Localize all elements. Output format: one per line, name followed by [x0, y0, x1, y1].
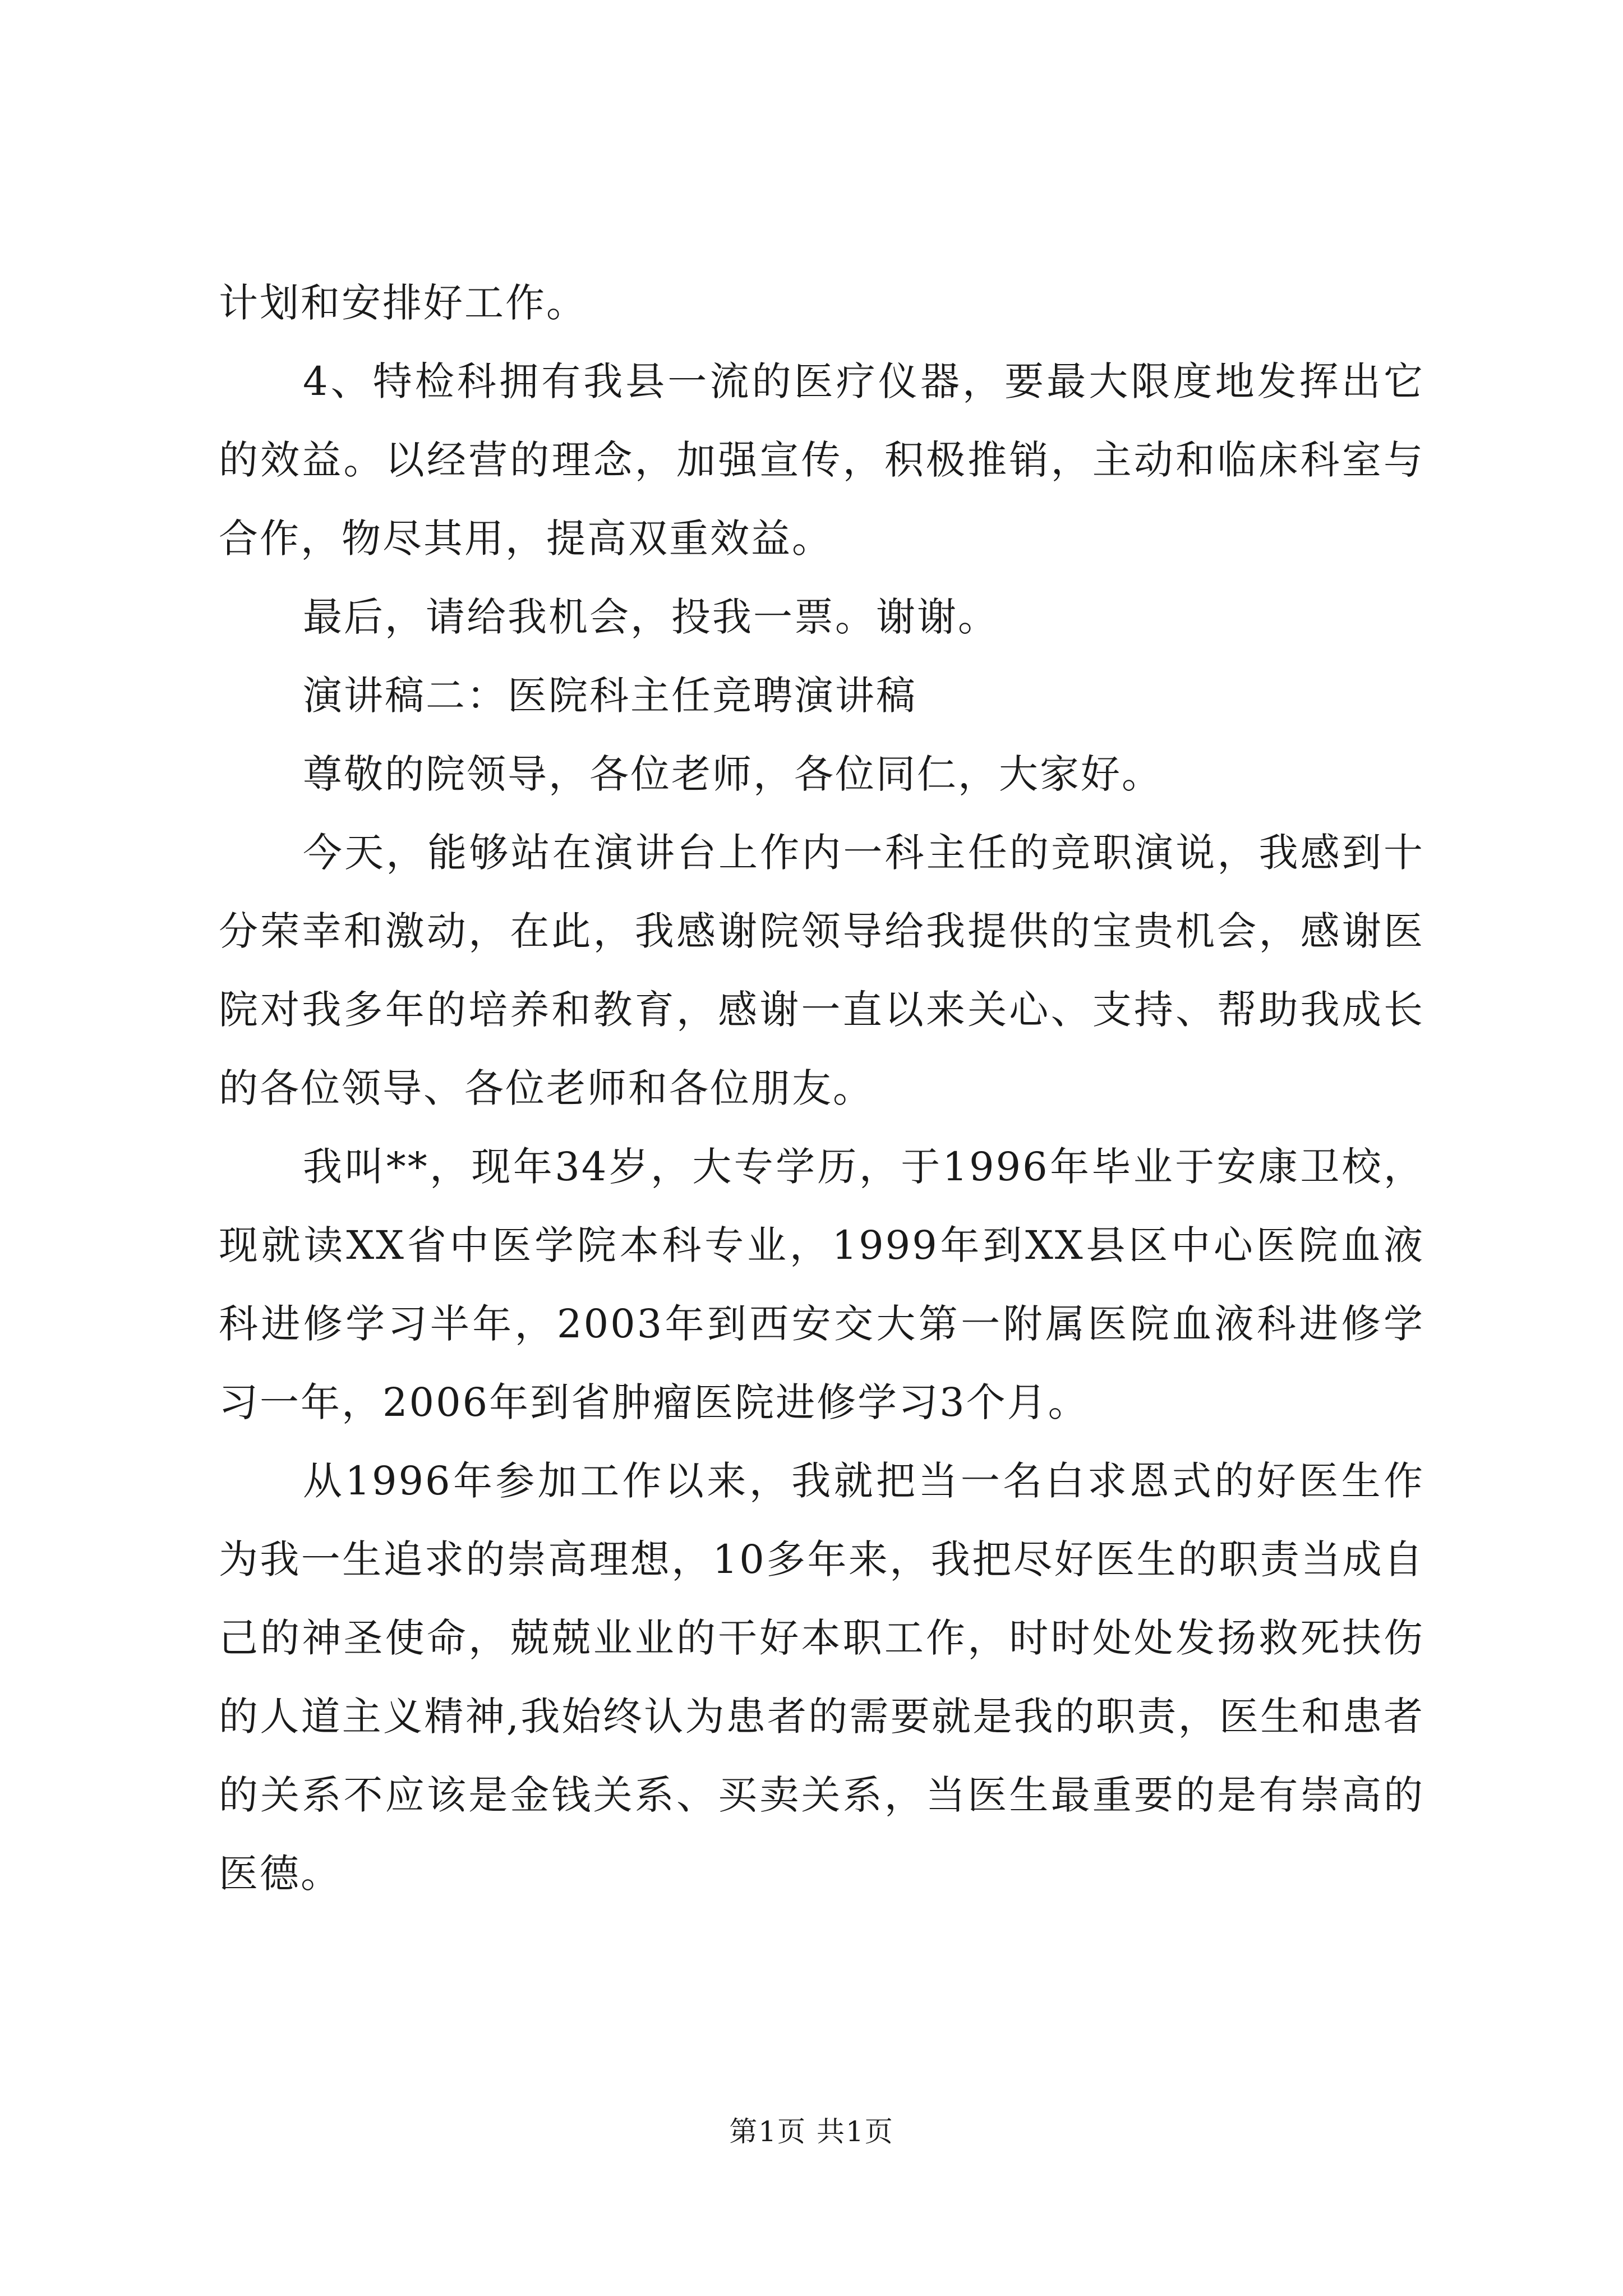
paragraph-thanks: 今天，能够站在演讲台上作内一科主任的竞职演说，我感到十分荣幸和激动，在此，我感谢院领导给我提供的宝贵机会，感谢医院对我多年的培养和教育，感谢一直以来关心、支持、帮助我成长的各位领导、各位老师和各位朋友。: [219, 830, 1424, 1111]
paragraph-career: 从1996年参加工作以来，我就把当一名白求恩式的好医生作为我一生追求的崇高理想，10多年来，我把尽好医生的职责当成自己的神圣使命，兢兢业业的干好本职工作，时时处处发扬救死扶伤的人道主义精神,我始终认为患者的需要就是我的职责，医生和患者的关系不应该是金钱关系、买卖关系，当医生最重要的是有崇高的医德。: [219, 1458, 1424, 1897]
document-body: [219, 264, 1424, 1913]
paragraph-closing: 最后，请给我机会，投我一票。谢谢。: [303, 594, 999, 640]
paragraph-item-4: 4、特检科拥有我县一流的医疗仪器，要最大限度地发挥出它的效益。以经营的理念，加强宣传，积极推销，主动和临床科室与合作，物尽其用，提高双重效益。: [219, 358, 1424, 562]
paragraph-introduction: 我叫**，现年34岁，大专学历，于1996年毕业于安康卫校，现就读XX省中医学院本科专业，1999年到XX县区中心医院血液科进修学习半年，2003年到西安交大第一附属医院血液科进修学习一年，2006年到省肿瘤医院进修学习3个月。: [219, 1144, 1424, 1425]
paragraph-greeting: 尊敬的院领导，各位老师，各位同仁，大家好。: [303, 751, 1163, 797]
speech-two-title: 演讲稿二：医院科主任竞聘演讲稿: [303, 673, 917, 719]
page-footer: 第1页 共1页: [729, 2115, 894, 2148]
paragraph-continuation: 计划和安排好工作。: [219, 280, 587, 326]
